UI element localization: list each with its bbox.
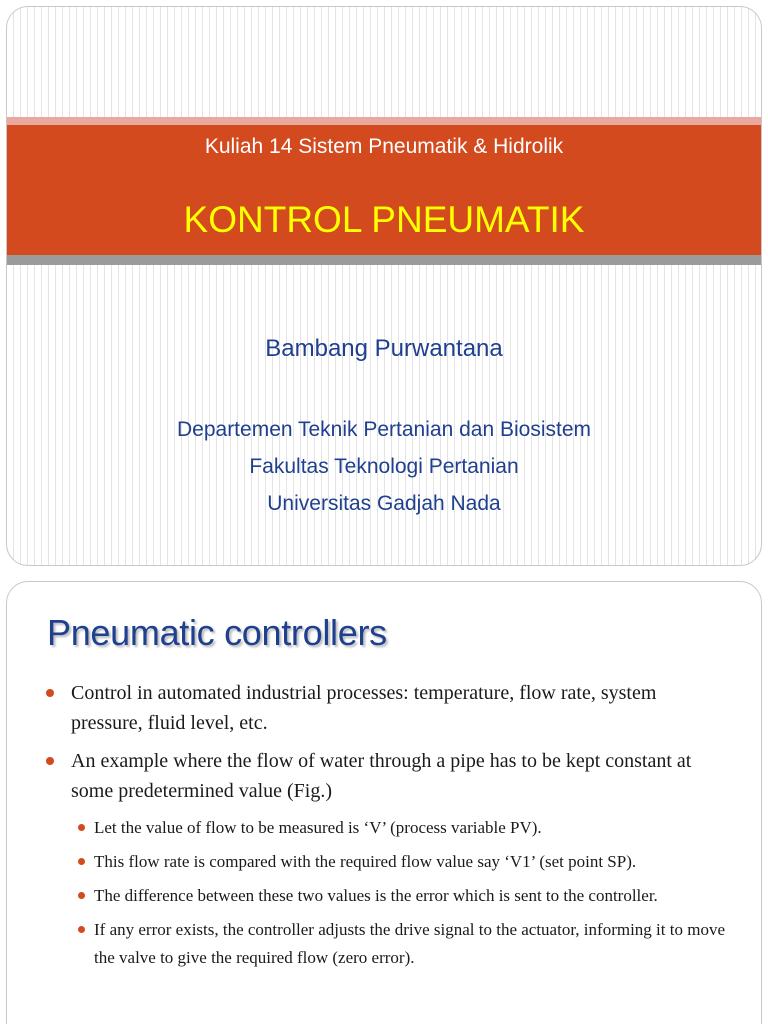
bullet-dot-icon — [46, 757, 54, 765]
list-item — [33, 678, 733, 738]
list-item — [33, 746, 733, 806]
title-slide — [6, 6, 762, 566]
slide-title: Pneumatic controllers — [47, 612, 387, 653]
affiliation-university: Universitas Gadjah Nada — [267, 492, 501, 515]
bullet-text: Control in automated industrial processes: temperature, flow rate, system pressure, fluid level, etc. — [71, 682, 657, 734]
sub-list-item — [33, 814, 733, 842]
author-name: Bambang Purwantana — [265, 335, 503, 362]
title-band-top-line — [7, 117, 761, 125]
affiliation-department: Departemen Teknik Pertanian dan Biosistem — [176, 418, 591, 441]
course-title: Kuliah 14 Sistem Pneumatik & Hidrolik — [204, 135, 564, 158]
sub-list-item — [33, 882, 733, 910]
sub-bullet-text: The difference between these two values is the error which is sent to the controller. — [94, 886, 658, 905]
title-band-bottom-line — [7, 255, 761, 265]
sub-list-item — [33, 916, 733, 972]
sub-bullet-dot-icon — [78, 858, 85, 865]
bullet-dot-icon — [46, 689, 54, 697]
sub-bullet-dot-icon — [78, 926, 85, 933]
affiliation-faculty: Fakultas Teknologi Pertanian — [249, 455, 519, 478]
sub-list-item — [33, 848, 733, 876]
sub-bullet-text: Let the value of flow to be measured is ‘V’ (process variable PV). — [94, 818, 542, 837]
main-title: KONTROL PNEUMATIK — [183, 199, 585, 240]
bullet-list — [33, 678, 733, 978]
sub-bullet-text: If any error exists, the controller adjusts the drive signal to the actuator, informing it to move the valve to give the required flow (zero error). — [94, 920, 725, 967]
bullet-text: An example where the flow of water through a pipe has to be kept constant at some predetermined value (Fig.) — [71, 750, 692, 802]
sub-bullet-dot-icon — [78, 824, 85, 831]
content-slide — [6, 581, 762, 1024]
sub-bullet-text: This flow rate is compared with the required flow value say ‘V1’ (set point SP). — [94, 852, 637, 871]
sub-bullet-dot-icon — [78, 892, 85, 899]
